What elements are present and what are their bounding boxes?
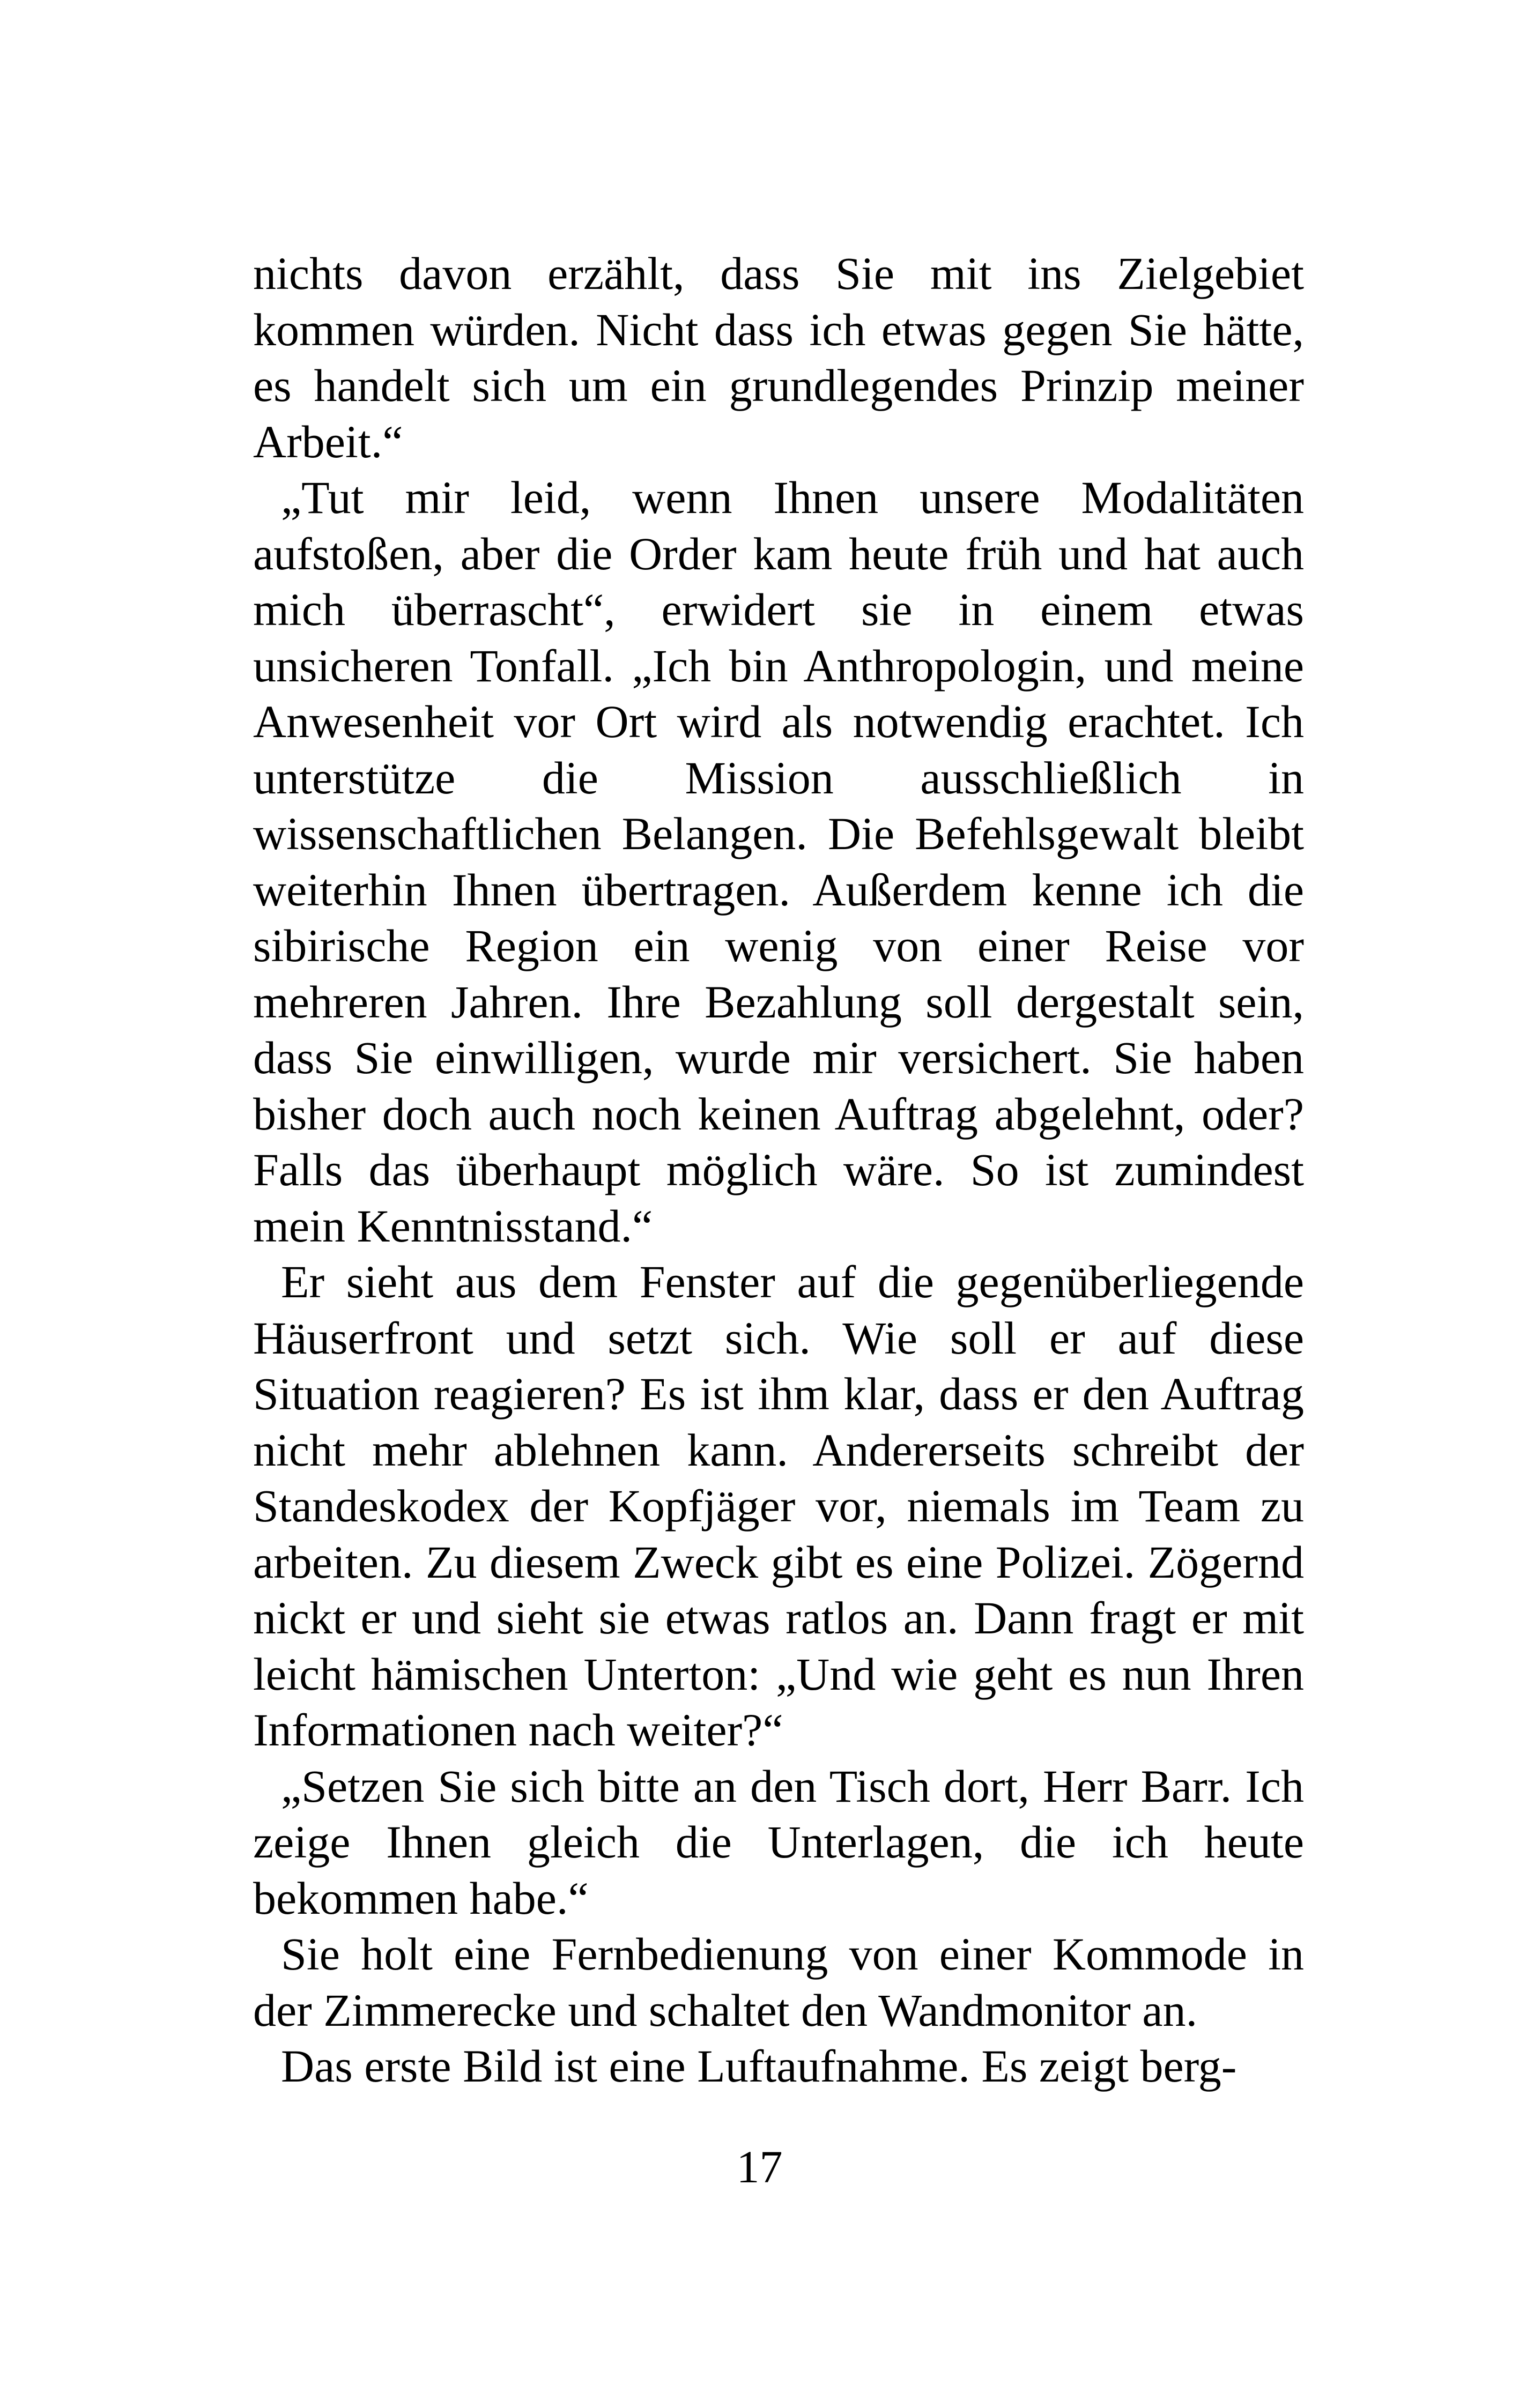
paragraph-continuation: nichts davon erzählt, dass Sie mit ins Zielgebiet kommen würden. Nicht dass ich etwas gegen Sie hätte, es handelt sich um ein grundlegendes Prinzip meiner Arbeit.“ — [253, 248, 1304, 467]
paragraph-aerial-image: Das erste Bild ist eine Luftaufnahme. Es zeigt berg- — [281, 2040, 1237, 2092]
page-number: 17 — [736, 2141, 783, 2193]
paragraph-remote-control: Sie holt eine Fernbedienung von einer Kommode in der Zimmerecke und schaltet den Wandmonitor an. — [253, 1928, 1304, 2036]
paragraph-narration-window: Er sieht aus dem Fenster auf die gegenüberliegende Häuserfront und setzt sich. Wie soll er auf diese Situation reagieren? Es ist ihm klar, dass er den Auftrag nicht mehr ablehnen kann. Andererseits schreibt der Standeskodex der Kopfjäger vor, niemals im Team zu arbeiten. Zu diesem Zweck gibt es eine Polizei. Zögernd nickt er und sieht sie etwas ratlos an. Dann fragt er mit leicht hämischen Unterton: „Und wie geht es nun Ihren Informationen nach weiter?“ — [253, 1256, 1304, 1756]
body-text — [253, 246, 1304, 2094]
paragraph-dialogue-anthropologist: „Tut mir leid, wenn Ihnen unsere Modalitäten aufstoßen, aber die Order kam heute früh und hat auch mich überrascht“, erwidert sie in einem etwas unsicheren Tonfall. „Ich bin Anthropologin, und meine Anwesenheit vor Ort wird als notwendig erachtet. Ich unterstütze die Mission ausschließlich in wissenschaftlichen Belangen. Die Befehlsgewalt bleibt weiterhin Ihnen übertragen. Außerdem kenne ich die sibirische Region ein wenig von einer Reise vor mehreren Jahren. Ihre Bezahlung soll dergestalt sein, dass Sie einwilligen, wurde mir versichert. Sie haben bisher doch auch noch keinen Auftrag abgelehnt, oder? Falls das überhaupt möglich wäre. So ist zumindest mein Kenntnisstand.“ — [253, 472, 1304, 1252]
paragraph-dialogue-table: „Setzen Sie sich bitte an den Tisch dort, Herr Barr. Ich zeige Ihnen gleich die Unterlagen, die ich heute bekommen habe.“ — [253, 1760, 1304, 1924]
